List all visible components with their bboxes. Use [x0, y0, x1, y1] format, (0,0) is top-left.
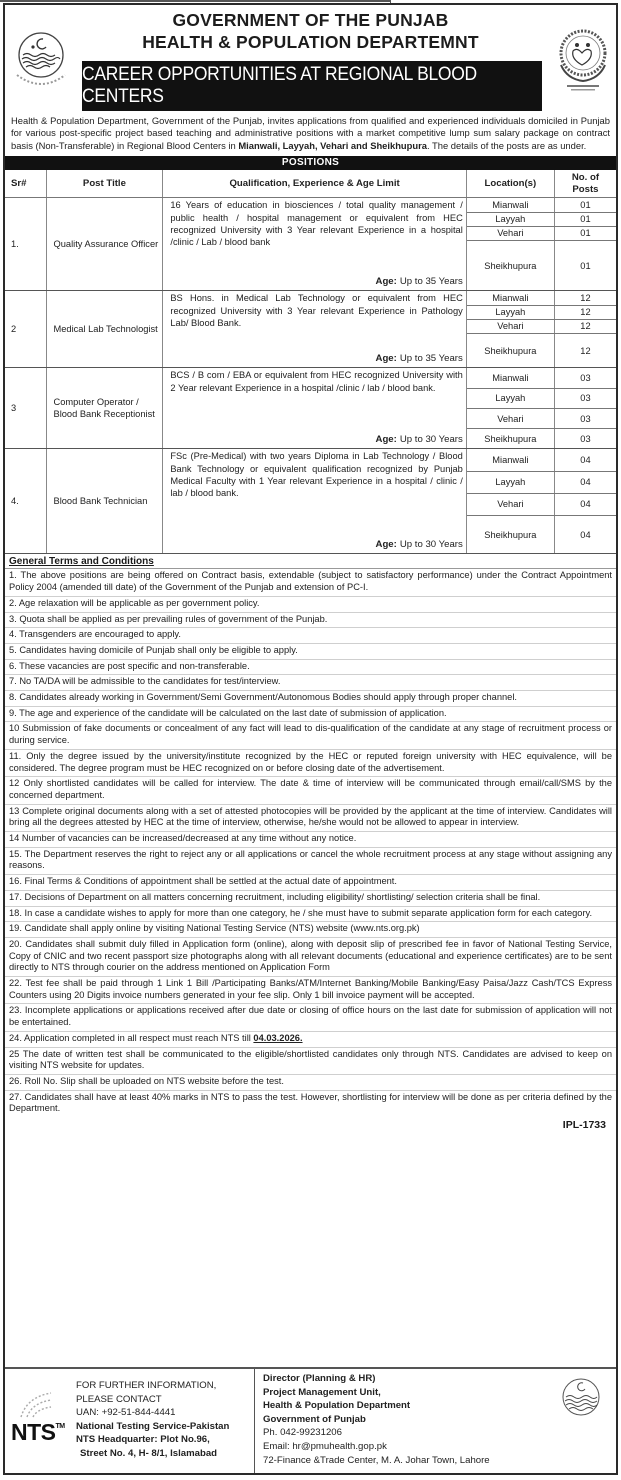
- position-row: [5, 368, 616, 388]
- position-qualification-cell: [163, 291, 466, 368]
- deadline-text: 24. Application completed in all respect must reach NTS till: [9, 1032, 254, 1043]
- position-post-count: 03: [554, 388, 616, 408]
- position-location: Sheikhupura: [466, 516, 554, 554]
- age-value: Up to 35 Years: [399, 276, 463, 288]
- col-header-post-title: Post Title: [46, 170, 163, 198]
- term-item: 16. Final Terms & Conditions of appointment shall be settled at the actual date of appointment.: [5, 874, 616, 890]
- age-label: Age:: [375, 434, 397, 446]
- position-qualification-cell: [163, 449, 466, 554]
- term-item: 20. Candidates shall submit duly filled in Application form (online), along with deposit slip of prescribed fee in favor of National Testing Service, Copy of CNIC and two recent passport size photographs along with all relevant documents (educational and experience certificates) are to be sent directly to NTS through courier on the address mentioned on Application Form: [5, 937, 616, 976]
- position-age-limit: [170, 434, 462, 446]
- position-qualification: BS Hons. in Medical Lab Technology or equivalent from HEC recognized University with 3 Year relevant Experience in Pathology Lab/ Blood Bank.: [170, 293, 463, 328]
- term-item: 15. The Department reserves the right to reject any or all applications or cancel the whole recruitment process at any stage without assigning any reasons.: [5, 847, 616, 874]
- term-item: 9. The age and experience of the candidate will be calculated on the last date of submission of application.: [5, 706, 616, 722]
- dept-line-email: Email: hr@pmuhealth.gop.pk: [263, 1440, 387, 1452]
- dept-line-department: Health & Population Department: [263, 1400, 411, 1412]
- term-item: 7. No TA/DA will be admissible to the candidates for test/interview.: [5, 674, 616, 690]
- position-location: Sheikhupura: [466, 429, 554, 449]
- intro-locations: Mianwali, Layyah, Vehari and Sheikhupura: [238, 139, 427, 151]
- term-item: 17. Decisions of Department on all matters concerning recruitment, including eligibility/ shortlisting/ selection criteria shall be final.: [5, 890, 616, 906]
- nts-line-further-info: FOR FURTHER INFORMATION,: [76, 1380, 217, 1391]
- col-header-no-of-posts: [554, 170, 616, 198]
- term-item: 2. Age relaxation will be applicable as per government policy.: [5, 596, 616, 612]
- position-age-limit: [170, 539, 462, 551]
- health-department-emblem-icon: [553, 25, 613, 97]
- position-location: Layyah: [466, 305, 554, 319]
- nts-logo-text: NTS: [11, 1419, 56, 1445]
- term-item-deadline: [5, 1031, 616, 1047]
- position-location: Vehari: [466, 226, 554, 240]
- department-contact-block: [255, 1369, 616, 1473]
- position-location: Mianwali: [466, 449, 554, 471]
- col-header-locations: Location(s): [466, 170, 554, 198]
- col-header-sr: Sr#: [5, 170, 46, 198]
- position-title: Medical Lab Technologist: [46, 291, 163, 368]
- position-sr: 1.: [5, 198, 46, 291]
- position-qualification: 16 Years of education in biosciences / total quality management / public health / hospital management or equivalent from HEC recognized University with 3 Year relevant Experience in a hospital /clinic / Lab / blood bank: [170, 200, 463, 248]
- position-post-count: 01: [554, 240, 616, 291]
- position-location: Layyah: [466, 388, 554, 408]
- term-item: 14 Number of vacancies can be increased/decreased at any time without any notice.: [5, 831, 616, 847]
- nts-contact-lines: [76, 1379, 229, 1461]
- position-sr: 2: [5, 291, 46, 368]
- term-item: 19. Candidate shall apply online by visiting National Testing Service (NTS) website (www.nts.org.pk): [5, 921, 616, 937]
- position-sr: 4.: [5, 449, 46, 554]
- age-value: Up to 30 Years: [399, 434, 463, 446]
- contact-footer: [5, 1367, 616, 1473]
- position-post-count: 12: [554, 305, 616, 319]
- position-post-count: 04: [554, 516, 616, 554]
- term-item: 25 The date of written test shall be communicated to the eligible/shortlisted candidates only through NTS. Candidates are advised to keep on visiting NTS website for updates.: [5, 1047, 616, 1074]
- dept-line-phone: Ph. 042-99231206: [263, 1427, 342, 1439]
- position-age-limit: [170, 353, 462, 365]
- term-item: 13 Complete original documents along with a set of attested photocopies will be provided by the applicant at the time of interview. Candidates will bring all the degrees attested by HEC at the time of interview, otherwise, he/she would not be allowed to appear in interview.: [5, 804, 616, 831]
- punjab-seal-footer-icon: [556, 1375, 606, 1425]
- dept-line-government: Government of Punjab: [263, 1413, 366, 1425]
- term-item: 18. In case a candidate wishes to apply for more than one category, he / she must have to submit separate application form for each category.: [5, 906, 616, 922]
- header-title-department: HEALTH & POPULATION DEPARTEMNT: [142, 32, 479, 52]
- terms-list: [5, 568, 616, 1117]
- position-post-count: 03: [554, 408, 616, 428]
- position-qualification-cell: [163, 198, 466, 291]
- position-qualification: BCS / B com / EBA or equivalent from HEC recognized University with 2 Year relevant Experience in a hospital /clinic / lab / blood bank.: [170, 370, 463, 393]
- position-post-count: 03: [554, 429, 616, 449]
- position-location: Mianwali: [466, 291, 554, 305]
- nts-trademark: TM: [55, 1423, 65, 1430]
- position-qualification-cell: [163, 368, 466, 449]
- position-title: Blood Bank Technician: [46, 449, 163, 554]
- nts-logo: [11, 1419, 65, 1446]
- position-age-limit: [170, 276, 462, 288]
- nts-line-street: Street No. 4, H- 8/1, Islamabad: [80, 1447, 218, 1459]
- ad-header: [5, 5, 616, 113]
- advertisement-reference: IPL-1733: [562, 1119, 606, 1132]
- term-item: 10 Submission of fake documents or concealment of any fact will lead to dis-qualification of the candidate at any stage of recruitment process or during service.: [5, 721, 616, 748]
- department-contact-lines: [263, 1372, 490, 1467]
- job-advertisement: [3, 3, 618, 1475]
- dept-line-pmu: Project Management Unit,: [263, 1386, 381, 1398]
- position-title: Quality Assurance Officer: [46, 198, 163, 291]
- term-item: 26. Roll No. Slip shall be uploaded on NTS website before the test.: [5, 1074, 616, 1090]
- position-row: [5, 198, 616, 212]
- age-label: Age:: [375, 276, 397, 288]
- dept-line-director: Director (Planning & HR): [263, 1373, 376, 1384]
- terms-heading: General Terms and Conditions: [9, 556, 154, 568]
- age-label: Age:: [375, 539, 397, 551]
- position-post-count: 12: [554, 291, 616, 305]
- nts-line-please-contact: PLEASE CONTACT: [76, 1393, 162, 1405]
- position-post-count: 12: [554, 319, 616, 333]
- position-row: [5, 449, 616, 471]
- intro-tail: . The details of the posts are as under.: [426, 139, 587, 151]
- position-post-count: 04: [554, 471, 616, 493]
- term-item: 6. These vacancies are post specific and non-transferable.: [5, 659, 616, 675]
- position-location: Layyah: [466, 471, 554, 493]
- positions-table: [5, 170, 616, 555]
- dept-line-address: 72-Finance &Trade Center, M. A. Johar Town, Lahore: [263, 1454, 490, 1466]
- position-location: Vehari: [466, 319, 554, 333]
- term-item: 4. Transgenders are encouraged to apply.: [5, 627, 616, 643]
- position-sr: 3: [5, 368, 46, 449]
- term-item: 27. Candidates shall have at least 40% marks in NTS to pass the test. However, shortlisting for interview will be done as per criteria defined by the Department.: [5, 1090, 616, 1117]
- header-title-government: GOVERNMENT OF THE PUNJAB: [172, 10, 449, 30]
- position-location: Sheikhupura: [466, 333, 554, 367]
- nts-line-uan: UAN: +92-51-844-4441: [76, 1407, 176, 1419]
- intro-text: Health & Population Department, Government of the Punjab, invites applications from qualified and experienced individuals domiciled in Punjab for various post-specific project based teaching and administrative positions with a market competitive lump sum salary package on contract basis (Non-Transferable) in Regional Blood Centers in: [11, 115, 610, 151]
- term-item: 3. Quota shall be applied as per prevailing rules of government of the Punjab.: [5, 612, 616, 628]
- position-location: Mianwali: [466, 368, 554, 388]
- position-post-count: 04: [554, 449, 616, 471]
- term-item: 5. Candidates having domicile of Punjab shall only be eligible to apply.: [5, 643, 616, 659]
- position-location: Sheikhupura: [466, 240, 554, 291]
- term-item: 22. Test fee shall be paid through 1 Link 1 Bill /Participating Banks/ATM/Internet Banking/Mobile Banking/Easy Paisa/Jazz Cash/TCS Express Counters using 20 Digits invoice numbers generated in your fee slip. Only 1 bill invoice payment will be accepted.: [5, 976, 616, 1003]
- col-header-qualification: Qualification, Experience & Age Limit: [163, 170, 466, 198]
- age-label: Age:: [375, 353, 397, 365]
- position-post-count: 03: [554, 368, 616, 388]
- age-value: Up to 30 Years: [399, 539, 463, 551]
- term-item: 8. Candidates already working in Government/Semi Government/Autonomous Bodies should apply through proper channel.: [5, 690, 616, 706]
- nts-line-org-name: National Testing Service-Pakistan: [76, 1420, 230, 1432]
- positions-header-row: [5, 170, 616, 198]
- position-location: Vehari: [466, 493, 554, 515]
- age-value: Up to 35 Years: [399, 353, 463, 365]
- term-item: 23. Incomplete applications or applications received after due date or closing of office hours on the last date for submission of application will not be entertained.: [5, 1003, 616, 1030]
- position-post-count: 01: [554, 226, 616, 240]
- col-header-no-of-posts-text: No. of Posts: [571, 171, 600, 195]
- position-title: Computer Operator / Blood Bank Receptionist: [46, 368, 163, 449]
- position-post-count: 01: [554, 198, 616, 212]
- position-location: Layyah: [466, 212, 554, 226]
- position-location: Vehari: [466, 408, 554, 428]
- position-row: [5, 291, 616, 305]
- nts-contact-block: [5, 1369, 255, 1473]
- nts-line-hq: NTS Headquarter: Plot No.96,: [76, 1434, 210, 1446]
- position-location: Mianwali: [466, 198, 554, 212]
- intro-paragraph: [5, 113, 616, 152]
- position-qualification: FSc (Pre-Medical) with two years Diploma in Lab Technology / Blood Bank Technology or equivalent qualification recognized by Punjab Medical Faculty with 1 Year relevant Experience in a hospital / clinic / lab / blood bank.: [170, 451, 463, 499]
- positions-heading: POSITIONS: [5, 156, 616, 170]
- term-item: 1. The above positions are being offered on Contract basis, extendable (subject to satisfactory performance) under the Contract Appointment Policy 2004 (amended till date) of the Government of the Punjab and extension of PC-I.: [5, 568, 616, 595]
- career-banner: CAREER OPPORTUNITIES AT REGIONAL BLOOD CENTERS: [82, 61, 542, 111]
- term-item: 11. Only the degree issued by the university/institute recognized by the HEC or reputed foreign university with HEC equivalence, will be considered. The degree program must be HEC recognized on or before closing date of the advertisement.: [5, 749, 616, 776]
- position-post-count: 12: [554, 333, 616, 367]
- nts-signal-arc-icon: [17, 1389, 57, 1419]
- deadline-date: 04.03.2026.: [253, 1032, 303, 1043]
- position-post-count: 04: [554, 493, 616, 515]
- position-post-count: 01: [554, 212, 616, 226]
- term-item: 12 Only shortlisted candidates will be called for interview. The date & time of interview will be communicated through email/call/SMS by the concerned department.: [5, 776, 616, 803]
